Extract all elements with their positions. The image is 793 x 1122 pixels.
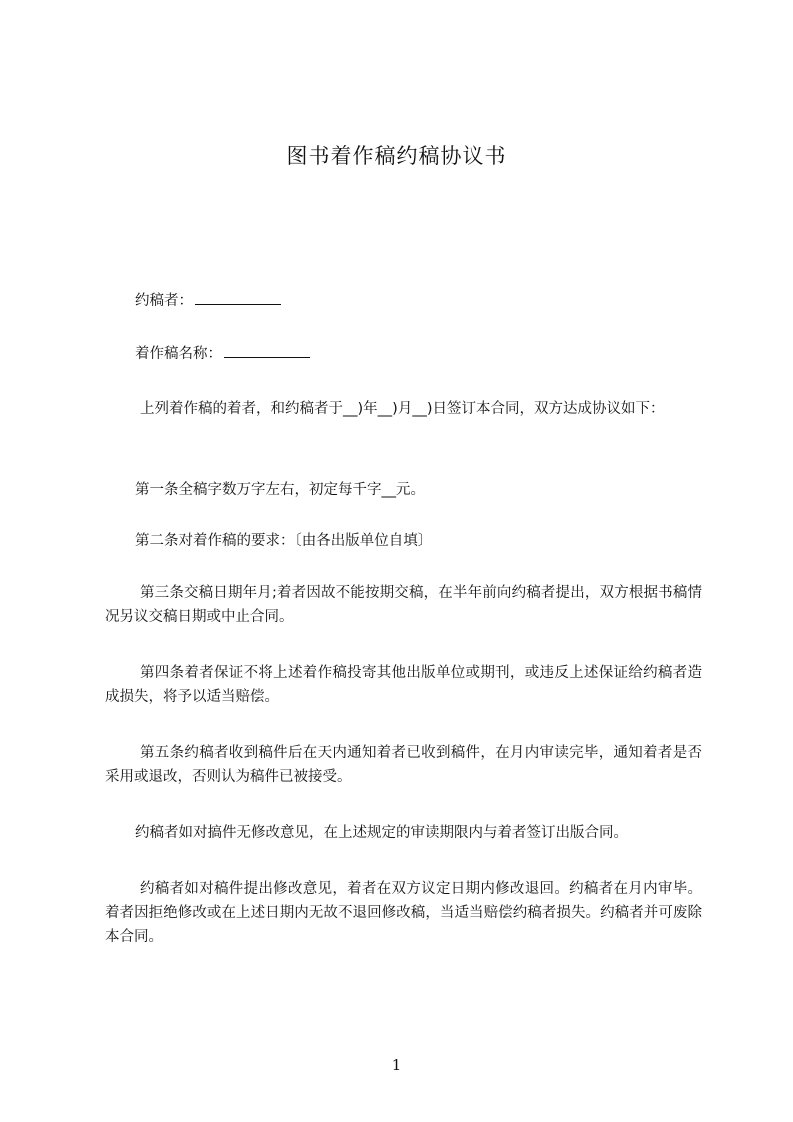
paragraph-intro: 上列着作稿的着者，和约稿者于__)年__)月__)日签订本合同，双方达成协议如下：	[140, 401, 665, 417]
paragraph-revision: 约稿者如对稿件提出修改意见，着者在双方议定日期内修改退回。约稿者在月内审毕。着者因拒绝修改或在上述日期内无故不退回修改稿，当适当赔偿约稿者损失。约稿者并可废除本合同。	[105, 881, 702, 945]
work-name-blank	[224, 345, 310, 358]
commissioner-label: 约稿者：	[135, 293, 193, 309]
work-name-label: 着作稿名称：	[135, 346, 222, 362]
commissioner-field	[105, 289, 702, 313]
document-title: 图书着作稿约稿协议书	[286, 144, 507, 168]
commissioner-blank	[195, 292, 281, 305]
paragraph-article-4: 第四条着者保证不将上述着作稿投寄其他出版单位或期刊，或违反上述保证给约稿者造成损失，将予以适当赔偿。	[105, 665, 702, 705]
paragraph-article-5: 第五条约稿者收到稿件后在天内通知着者已收到稿件，在月内审读完毕，通知着者是否采用或退改，否则认为稿件已被接受。	[105, 745, 702, 785]
paragraph-article-2: 第二条对着作稿的要求：〔由各出版单位自填〕	[135, 533, 433, 549]
paragraph-article-3: 第三条交稿日期年月;着者因故不能按期交稿，在半年前向约稿者提出，双方根据书稿情况另议交稿日期或中止合同。	[105, 585, 702, 625]
paragraph-no-revision: 约稿者如对搞件无修改意见，在上述规定的审读期限内与着者签订出版合同。	[135, 825, 628, 841]
work-name-field	[105, 342, 702, 366]
paragraph-article-1: 第一条全稿字数万字左右，初定每千字__元。	[135, 482, 425, 498]
page-number: 1	[391, 1056, 402, 1074]
